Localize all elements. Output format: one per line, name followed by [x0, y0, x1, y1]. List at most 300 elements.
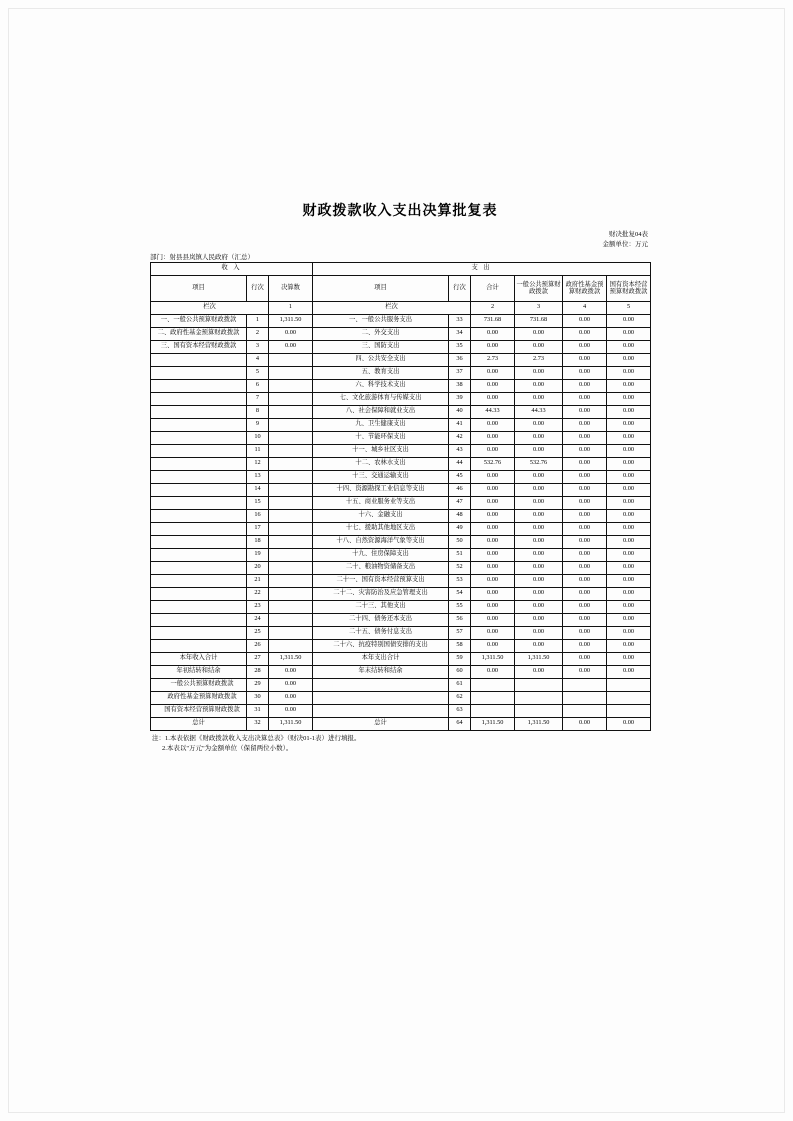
expense-total: 1,311.50	[471, 652, 515, 665]
expense-general: 0.00	[515, 366, 563, 379]
expense-row-number: 52	[449, 561, 471, 574]
expense-capital: 0.00	[607, 652, 651, 665]
expense-item-label: 十四、资源勘探工业信息等支出	[313, 483, 449, 496]
expense-capital	[607, 704, 651, 717]
expense-item-label: 一、一般公共服务支出	[313, 314, 449, 327]
expense-item-label: 三、国防支出	[313, 340, 449, 353]
income-amount	[269, 405, 313, 418]
income-item-label	[151, 483, 247, 496]
expense-total: 0.00	[471, 379, 515, 392]
income-row-number: 23	[247, 600, 269, 613]
expense-general: 0.00	[515, 574, 563, 587]
income-row-number: 5	[247, 366, 269, 379]
expense-item-label: 十一、城乡社区支出	[313, 444, 449, 457]
table-row	[151, 717, 651, 730]
expense-general: 0.00	[515, 470, 563, 483]
expense-fund: 0.00	[563, 587, 607, 600]
colnum-e2: 3	[515, 301, 563, 314]
expense-general: 1,311.50	[515, 717, 563, 730]
expense-item-label: 十三、交通运输支出	[313, 470, 449, 483]
income-amount	[269, 509, 313, 522]
income-item-label	[151, 626, 247, 639]
expense-general: 0.00	[515, 639, 563, 652]
expense-row-number: 53	[449, 574, 471, 587]
expense-total: 2.73	[471, 353, 515, 366]
income-amount	[269, 392, 313, 405]
expense-general: 532.76	[515, 457, 563, 470]
expense-row-number: 36	[449, 353, 471, 366]
table-row	[151, 327, 651, 340]
expense-general: 0.00	[515, 535, 563, 548]
table-row	[151, 561, 651, 574]
income-row-number: 12	[247, 457, 269, 470]
income-item-label	[151, 509, 247, 522]
table-row	[151, 470, 651, 483]
table-row	[151, 691, 651, 704]
table-row	[151, 509, 651, 522]
income-amount	[269, 379, 313, 392]
expense-item-label: 二十三、其他支出	[313, 600, 449, 613]
income-row-number: 1	[247, 314, 269, 327]
expense-total: 0.00	[471, 496, 515, 509]
income-row-number: 31	[247, 704, 269, 717]
income-amount	[269, 626, 313, 639]
expense-total: 0.00	[471, 626, 515, 639]
expense-total: 0.00	[471, 470, 515, 483]
income-item-label	[151, 366, 247, 379]
expense-total: 0.00	[471, 392, 515, 405]
header-expense-capital: 国有资本经营预算财政拨款	[607, 275, 651, 301]
income-amount: 1,311.50	[269, 314, 313, 327]
expense-fund	[563, 691, 607, 704]
income-amount	[269, 470, 313, 483]
header-expense-fund: 政府性基金预算财政拨款	[563, 275, 607, 301]
expense-section-header: 支 出	[313, 262, 651, 275]
income-item-label: 一般公共预算财政拨款	[151, 678, 247, 691]
income-row-number: 16	[247, 509, 269, 522]
income-row-number: 2	[247, 327, 269, 340]
income-item-label	[151, 496, 247, 509]
income-item-label	[151, 561, 247, 574]
expense-fund: 0.00	[563, 613, 607, 626]
table-row	[151, 483, 651, 496]
income-item-label: 总计	[151, 717, 247, 730]
expense-item-label: 十七、援助其他地区支出	[313, 522, 449, 535]
income-item-label	[151, 548, 247, 561]
rowlabel-income: 栏次	[151, 301, 269, 314]
colnum-e4: 5	[607, 301, 651, 314]
table-row	[151, 626, 651, 639]
expense-fund	[563, 704, 607, 717]
expense-item-label: 总计	[313, 717, 449, 730]
expense-capital: 0.00	[607, 613, 651, 626]
expense-general: 0.00	[515, 600, 563, 613]
expense-total: 0.00	[471, 574, 515, 587]
expense-row-number: 43	[449, 444, 471, 457]
expense-total: 0.00	[471, 639, 515, 652]
income-item-label	[151, 392, 247, 405]
expense-row-number: 33	[449, 314, 471, 327]
header-income-item: 项目	[151, 275, 247, 301]
table-row	[151, 418, 651, 431]
expense-item-label: 八、社会保障和就业支出	[313, 405, 449, 418]
table-row	[151, 639, 651, 652]
expense-row-number: 64	[449, 717, 471, 730]
table-row	[151, 574, 651, 587]
expense-capital: 0.00	[607, 626, 651, 639]
expense-fund: 0.00	[563, 548, 607, 561]
expense-general: 0.00	[515, 561, 563, 574]
table-row	[151, 535, 651, 548]
expense-total: 0.00	[471, 587, 515, 600]
income-amount	[269, 574, 313, 587]
income-amount	[269, 431, 313, 444]
expense-capital: 0.00	[607, 509, 651, 522]
income-amount: 1,311.50	[269, 652, 313, 665]
table-row	[151, 704, 651, 717]
expense-total: 0.00	[471, 327, 515, 340]
expense-fund: 0.00	[563, 652, 607, 665]
expense-total	[471, 691, 515, 704]
table-section-header-row	[151, 262, 651, 275]
expense-total: 0.00	[471, 509, 515, 522]
expense-row-number: 34	[449, 327, 471, 340]
expense-capital: 0.00	[607, 639, 651, 652]
expense-capital: 0.00	[607, 431, 651, 444]
income-row-number: 30	[247, 691, 269, 704]
table-row	[151, 405, 651, 418]
income-row-number: 17	[247, 522, 269, 535]
expense-fund: 0.00	[563, 314, 607, 327]
income-row-number: 13	[247, 470, 269, 483]
expense-capital: 0.00	[607, 587, 651, 600]
table-row	[151, 548, 651, 561]
expense-capital: 0.00	[607, 392, 651, 405]
income-item-label	[151, 379, 247, 392]
expense-general: 0.00	[515, 431, 563, 444]
expense-item-label: 二十、粮油物资储备支出	[313, 561, 449, 574]
expense-row-number: 48	[449, 509, 471, 522]
note-2: 2.本表以"万元"为金额单位（保留两位小数）。	[162, 744, 293, 752]
income-amount	[269, 457, 313, 470]
expense-row-number: 38	[449, 379, 471, 392]
income-item-label	[151, 522, 247, 535]
header-expense-total: 合计	[471, 275, 515, 301]
expense-row-number: 58	[449, 639, 471, 652]
expense-item-label: 十八、自然资源海洋气象等支出	[313, 535, 449, 548]
expense-item-label: 本年支出合计	[313, 652, 449, 665]
expense-fund: 0.00	[563, 535, 607, 548]
income-row-number: 19	[247, 548, 269, 561]
income-row-number: 3	[247, 340, 269, 353]
expense-general	[515, 691, 563, 704]
expense-row-number: 60	[449, 665, 471, 678]
expense-item-label: 二十一、国有资本经营预算支出	[313, 574, 449, 587]
income-row-number: 32	[247, 717, 269, 730]
expense-capital: 0.00	[607, 379, 651, 392]
expense-general: 44.33	[515, 405, 563, 418]
header-expense-rowno: 行次	[449, 275, 471, 301]
expense-item-label: 十、节能环保支出	[313, 431, 449, 444]
expense-item-label: 十五、商业服务业等支出	[313, 496, 449, 509]
table-row	[151, 522, 651, 535]
income-amount	[269, 353, 313, 366]
expense-fund: 0.00	[563, 717, 607, 730]
income-amount	[269, 535, 313, 548]
table-row	[151, 379, 651, 392]
expense-capital: 0.00	[607, 353, 651, 366]
header-income-rowno: 行次	[247, 275, 269, 301]
expense-row-number: 47	[449, 496, 471, 509]
income-row-number: 21	[247, 574, 269, 587]
expense-total: 0.00	[471, 340, 515, 353]
expense-row-number: 37	[449, 366, 471, 379]
income-row-number: 15	[247, 496, 269, 509]
expense-capital: 0.00	[607, 366, 651, 379]
expense-total: 0.00	[471, 665, 515, 678]
income-amount	[269, 613, 313, 626]
expense-item-label: 二十六、抗疫特别国债安排的支出	[313, 639, 449, 652]
income-item-label	[151, 444, 247, 457]
expense-capital: 0.00	[607, 717, 651, 730]
income-item-label	[151, 457, 247, 470]
expense-item-label: 六、科学技术支出	[313, 379, 449, 392]
expense-capital: 0.00	[607, 522, 651, 535]
expense-item-label: 九、卫生健康支出	[313, 418, 449, 431]
table-row	[151, 314, 651, 327]
expense-capital: 0.00	[607, 483, 651, 496]
expense-general: 0.00	[515, 613, 563, 626]
expense-total: 0.00	[471, 600, 515, 613]
expense-fund: 0.00	[563, 405, 607, 418]
expense-fund: 0.00	[563, 639, 607, 652]
income-row-number: 14	[247, 483, 269, 496]
expense-total: 0.00	[471, 431, 515, 444]
expense-fund	[563, 678, 607, 691]
expense-general: 0.00	[515, 392, 563, 405]
colnum-income: 1	[269, 301, 313, 314]
unit-note: 金额单位：万元	[602, 240, 648, 248]
expense-total: 0.00	[471, 548, 515, 561]
expense-capital: 0.00	[607, 561, 651, 574]
table-row	[151, 340, 651, 353]
expense-total: 0.00	[471, 444, 515, 457]
income-amount	[269, 587, 313, 600]
income-amount: 0.00	[269, 704, 313, 717]
income-amount: 0.00	[269, 327, 313, 340]
expense-row-number: 57	[449, 626, 471, 639]
income-row-number: 28	[247, 665, 269, 678]
expense-total: 532.76	[471, 457, 515, 470]
income-item-label: 年初结转和结余	[151, 665, 247, 678]
expense-general: 0.00	[515, 418, 563, 431]
income-amount: 0.00	[269, 665, 313, 678]
expense-general: 0.00	[515, 483, 563, 496]
table-row	[151, 392, 651, 405]
expense-total	[471, 704, 515, 717]
income-item-label	[151, 418, 247, 431]
expense-row-number: 46	[449, 483, 471, 496]
income-row-number: 10	[247, 431, 269, 444]
expense-item-label: 二十二、灾害防治及应急管理支出	[313, 587, 449, 600]
expense-item-label: 二十四、债务还本支出	[313, 613, 449, 626]
expense-fund: 0.00	[563, 366, 607, 379]
income-amount: 0.00	[269, 691, 313, 704]
expense-total: 1,311.50	[471, 717, 515, 730]
income-row-number: 6	[247, 379, 269, 392]
expense-general: 0.00	[515, 548, 563, 561]
expense-total: 0.00	[471, 522, 515, 535]
expense-row-number: 35	[449, 340, 471, 353]
expense-fund: 0.00	[563, 600, 607, 613]
income-item-label	[151, 639, 247, 652]
income-item-label	[151, 535, 247, 548]
income-row-number: 26	[247, 639, 269, 652]
expense-item-label: 七、文化旅游体育与传媒支出	[313, 392, 449, 405]
income-amount	[269, 548, 313, 561]
table-row	[151, 652, 651, 665]
table-colnum-row	[151, 301, 651, 314]
expense-row-number: 62	[449, 691, 471, 704]
expense-capital: 0.00	[607, 444, 651, 457]
expense-capital: 0.00	[607, 574, 651, 587]
expense-item-label	[313, 704, 449, 717]
expense-general: 0.00	[515, 626, 563, 639]
expense-fund: 0.00	[563, 665, 607, 678]
table-row	[151, 613, 651, 626]
income-item-label	[151, 600, 247, 613]
expense-capital: 0.00	[607, 548, 651, 561]
income-amount	[269, 418, 313, 431]
income-row-number: 29	[247, 678, 269, 691]
table-row	[151, 444, 651, 457]
expense-general: 0.00	[515, 509, 563, 522]
income-row-number: 20	[247, 561, 269, 574]
expense-capital: 0.00	[607, 457, 651, 470]
expense-row-number: 42	[449, 431, 471, 444]
table-row	[151, 431, 651, 444]
expense-row-number: 49	[449, 522, 471, 535]
expense-general: 0.00	[515, 587, 563, 600]
expense-general	[515, 704, 563, 717]
income-amount	[269, 600, 313, 613]
table-column-header-row	[151, 275, 651, 301]
expense-general: 731.68	[515, 314, 563, 327]
expense-fund: 0.00	[563, 561, 607, 574]
expense-item-label	[313, 678, 449, 691]
table-row	[151, 353, 651, 366]
expense-row-number: 50	[449, 535, 471, 548]
table-row	[151, 366, 651, 379]
income-item-label	[151, 470, 247, 483]
expense-capital: 0.00	[607, 405, 651, 418]
table-row	[151, 600, 651, 613]
expense-general: 0.00	[515, 522, 563, 535]
form-code: 财决批复04表	[609, 231, 648, 238]
income-row-number: 11	[247, 444, 269, 457]
expense-capital	[607, 691, 651, 704]
expense-row-number: 40	[449, 405, 471, 418]
budget-table	[150, 262, 651, 731]
expense-row-number: 55	[449, 600, 471, 613]
note-1: 注：1.本表依据《财政拨款收入支出决算总表》（财决01-1表）进行填报。	[152, 734, 361, 742]
expense-row-number: 41	[449, 418, 471, 431]
expense-total: 0.00	[471, 613, 515, 626]
rowlabel-expense: 栏次	[313, 301, 471, 314]
income-row-number: 22	[247, 587, 269, 600]
income-row-number: 24	[247, 613, 269, 626]
income-amount	[269, 366, 313, 379]
colnum-e3: 4	[563, 301, 607, 314]
income-item-label	[151, 405, 247, 418]
income-amount	[269, 496, 313, 509]
income-item-label: 国有资本经营预算财政拨款	[151, 704, 247, 717]
income-item-label	[151, 574, 247, 587]
income-item-label: 一、一般公共预算财政拨款	[151, 314, 247, 327]
income-row-number: 18	[247, 535, 269, 548]
department-line: 部门：射县县岚镇人民政府（汇总）	[150, 253, 254, 261]
expense-fund: 0.00	[563, 392, 607, 405]
expense-row-number: 51	[449, 548, 471, 561]
expense-row-number: 39	[449, 392, 471, 405]
expense-capital: 0.00	[607, 470, 651, 483]
expense-row-number: 56	[449, 613, 471, 626]
income-amount: 0.00	[269, 678, 313, 691]
expense-fund: 0.00	[563, 522, 607, 535]
table-row	[151, 457, 651, 470]
expense-capital: 0.00	[607, 340, 651, 353]
expense-capital: 0.00	[607, 535, 651, 548]
header-income-amount: 决算数	[269, 275, 313, 301]
income-row-number: 9	[247, 418, 269, 431]
expense-general: 0.00	[515, 340, 563, 353]
expense-total: 0.00	[471, 418, 515, 431]
table-row	[151, 665, 651, 678]
expense-fund: 0.00	[563, 470, 607, 483]
expense-total: 44.33	[471, 405, 515, 418]
expense-row-number: 59	[449, 652, 471, 665]
expense-item-label: 五、教育支出	[313, 366, 449, 379]
expense-row-number: 61	[449, 678, 471, 691]
expense-capital: 0.00	[607, 496, 651, 509]
expense-row-number: 44	[449, 457, 471, 470]
income-item-label	[151, 353, 247, 366]
expense-total: 0.00	[471, 535, 515, 548]
expense-general: 0.00	[515, 665, 563, 678]
income-row-number: 27	[247, 652, 269, 665]
expense-capital	[607, 678, 651, 691]
expense-capital: 0.00	[607, 314, 651, 327]
income-item-label: 本年收入合计	[151, 652, 247, 665]
expense-fund: 0.00	[563, 509, 607, 522]
expense-fund: 0.00	[563, 457, 607, 470]
expense-total: 0.00	[471, 366, 515, 379]
colnum-e1: 2	[471, 301, 515, 314]
income-row-number: 7	[247, 392, 269, 405]
income-amount: 1,311.50	[269, 717, 313, 730]
expense-item-label: 十二、农林水支出	[313, 457, 449, 470]
income-row-number: 25	[247, 626, 269, 639]
income-item-label	[151, 587, 247, 600]
expense-total: 731.68	[471, 314, 515, 327]
expense-row-number: 54	[449, 587, 471, 600]
expense-item-label: 二十五、债务付息支出	[313, 626, 449, 639]
income-item-label: 政府性基金预算财政拨款	[151, 691, 247, 704]
income-item-label: 二、政府性基金预算财政拨款	[151, 327, 247, 340]
header-expense-item: 项目	[313, 275, 449, 301]
expense-general	[515, 678, 563, 691]
expense-general: 0.00	[515, 327, 563, 340]
